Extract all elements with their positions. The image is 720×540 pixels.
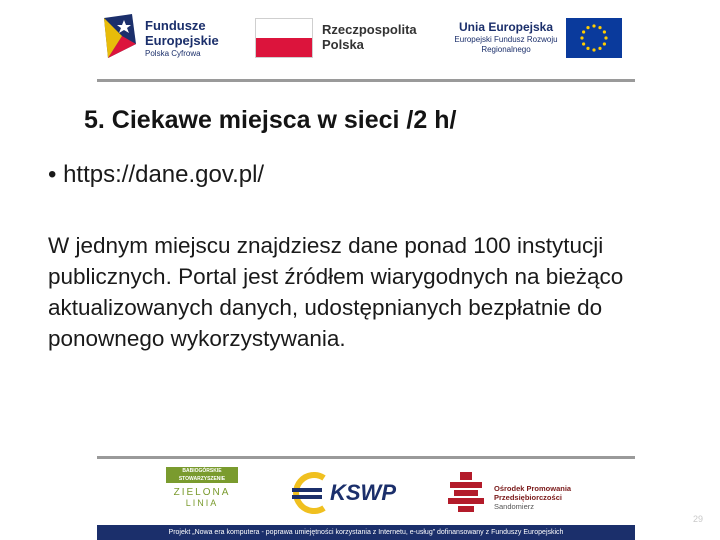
zl-name2: LINIA [185,498,219,508]
eu-star [592,48,595,51]
zl-org: BABIOGÓRSKIE STOWARZYSZENIE [166,467,238,483]
eu-star [598,47,601,50]
zl-name1: ZIELONA [173,487,231,498]
page-number: 29 [693,514,704,524]
eu-star [582,30,585,33]
eu-star [598,26,601,29]
eu-star [604,36,607,39]
eu-star [586,47,589,50]
polish-flag-icon [255,18,313,58]
fe-name: Fundusze Europejskie [145,18,219,48]
bullet-link[interactable]: • https://dane.gov.pl/ [48,161,265,188]
unia-europejska-text [454,20,558,55]
kswp-label: KSWP [330,480,396,505]
eu-star [592,24,595,27]
opp-city: Sandomierz [494,502,535,511]
opp-logo-icon [446,470,486,514]
fundusze-europejskie-logo-icon [102,14,138,62]
header-divider [97,79,635,82]
ue-fund: Europejski Fundusz Rozwoju Regionalnego [454,35,558,54]
ue-title: Unia Europejska [458,20,554,34]
eu-star [603,42,606,45]
eu-flag-icon [566,18,622,58]
fundusze-europejskie-text [145,18,225,60]
footer-divider [97,456,635,459]
opp-text [494,484,576,511]
opp-name: Ośrodek Promowania Przedsiębiorczości [494,484,572,502]
zielona-linia-logo-icon [166,467,238,523]
eu-star [582,42,585,45]
slide-title: 5. Ciekawe miejsca w sieci /2 h/ [84,106,457,134]
fe-program: Polska Cyfrowa [145,49,201,58]
eu-star [580,36,583,39]
eu-star [603,30,606,33]
body-paragraph: W jednym miejscu znajdziesz dane ponad 100 instytucji publicznych. Portal jest źródłem wiarygodnych na bieżąco aktualizowanych danych, udostępnianych bezpłatnie do ponownego wykorzystywania. [48,233,624,351]
eu-star [586,26,589,29]
rzeczpospolita-text: Rzeczpospolita Polska [322,22,417,52]
project-footer-bar: Projekt „Nowa era komputera - poprawa umiejętności korzystania z Internetu, e-usług” dofinansowany z Funduszy Europejskich [97,525,635,540]
